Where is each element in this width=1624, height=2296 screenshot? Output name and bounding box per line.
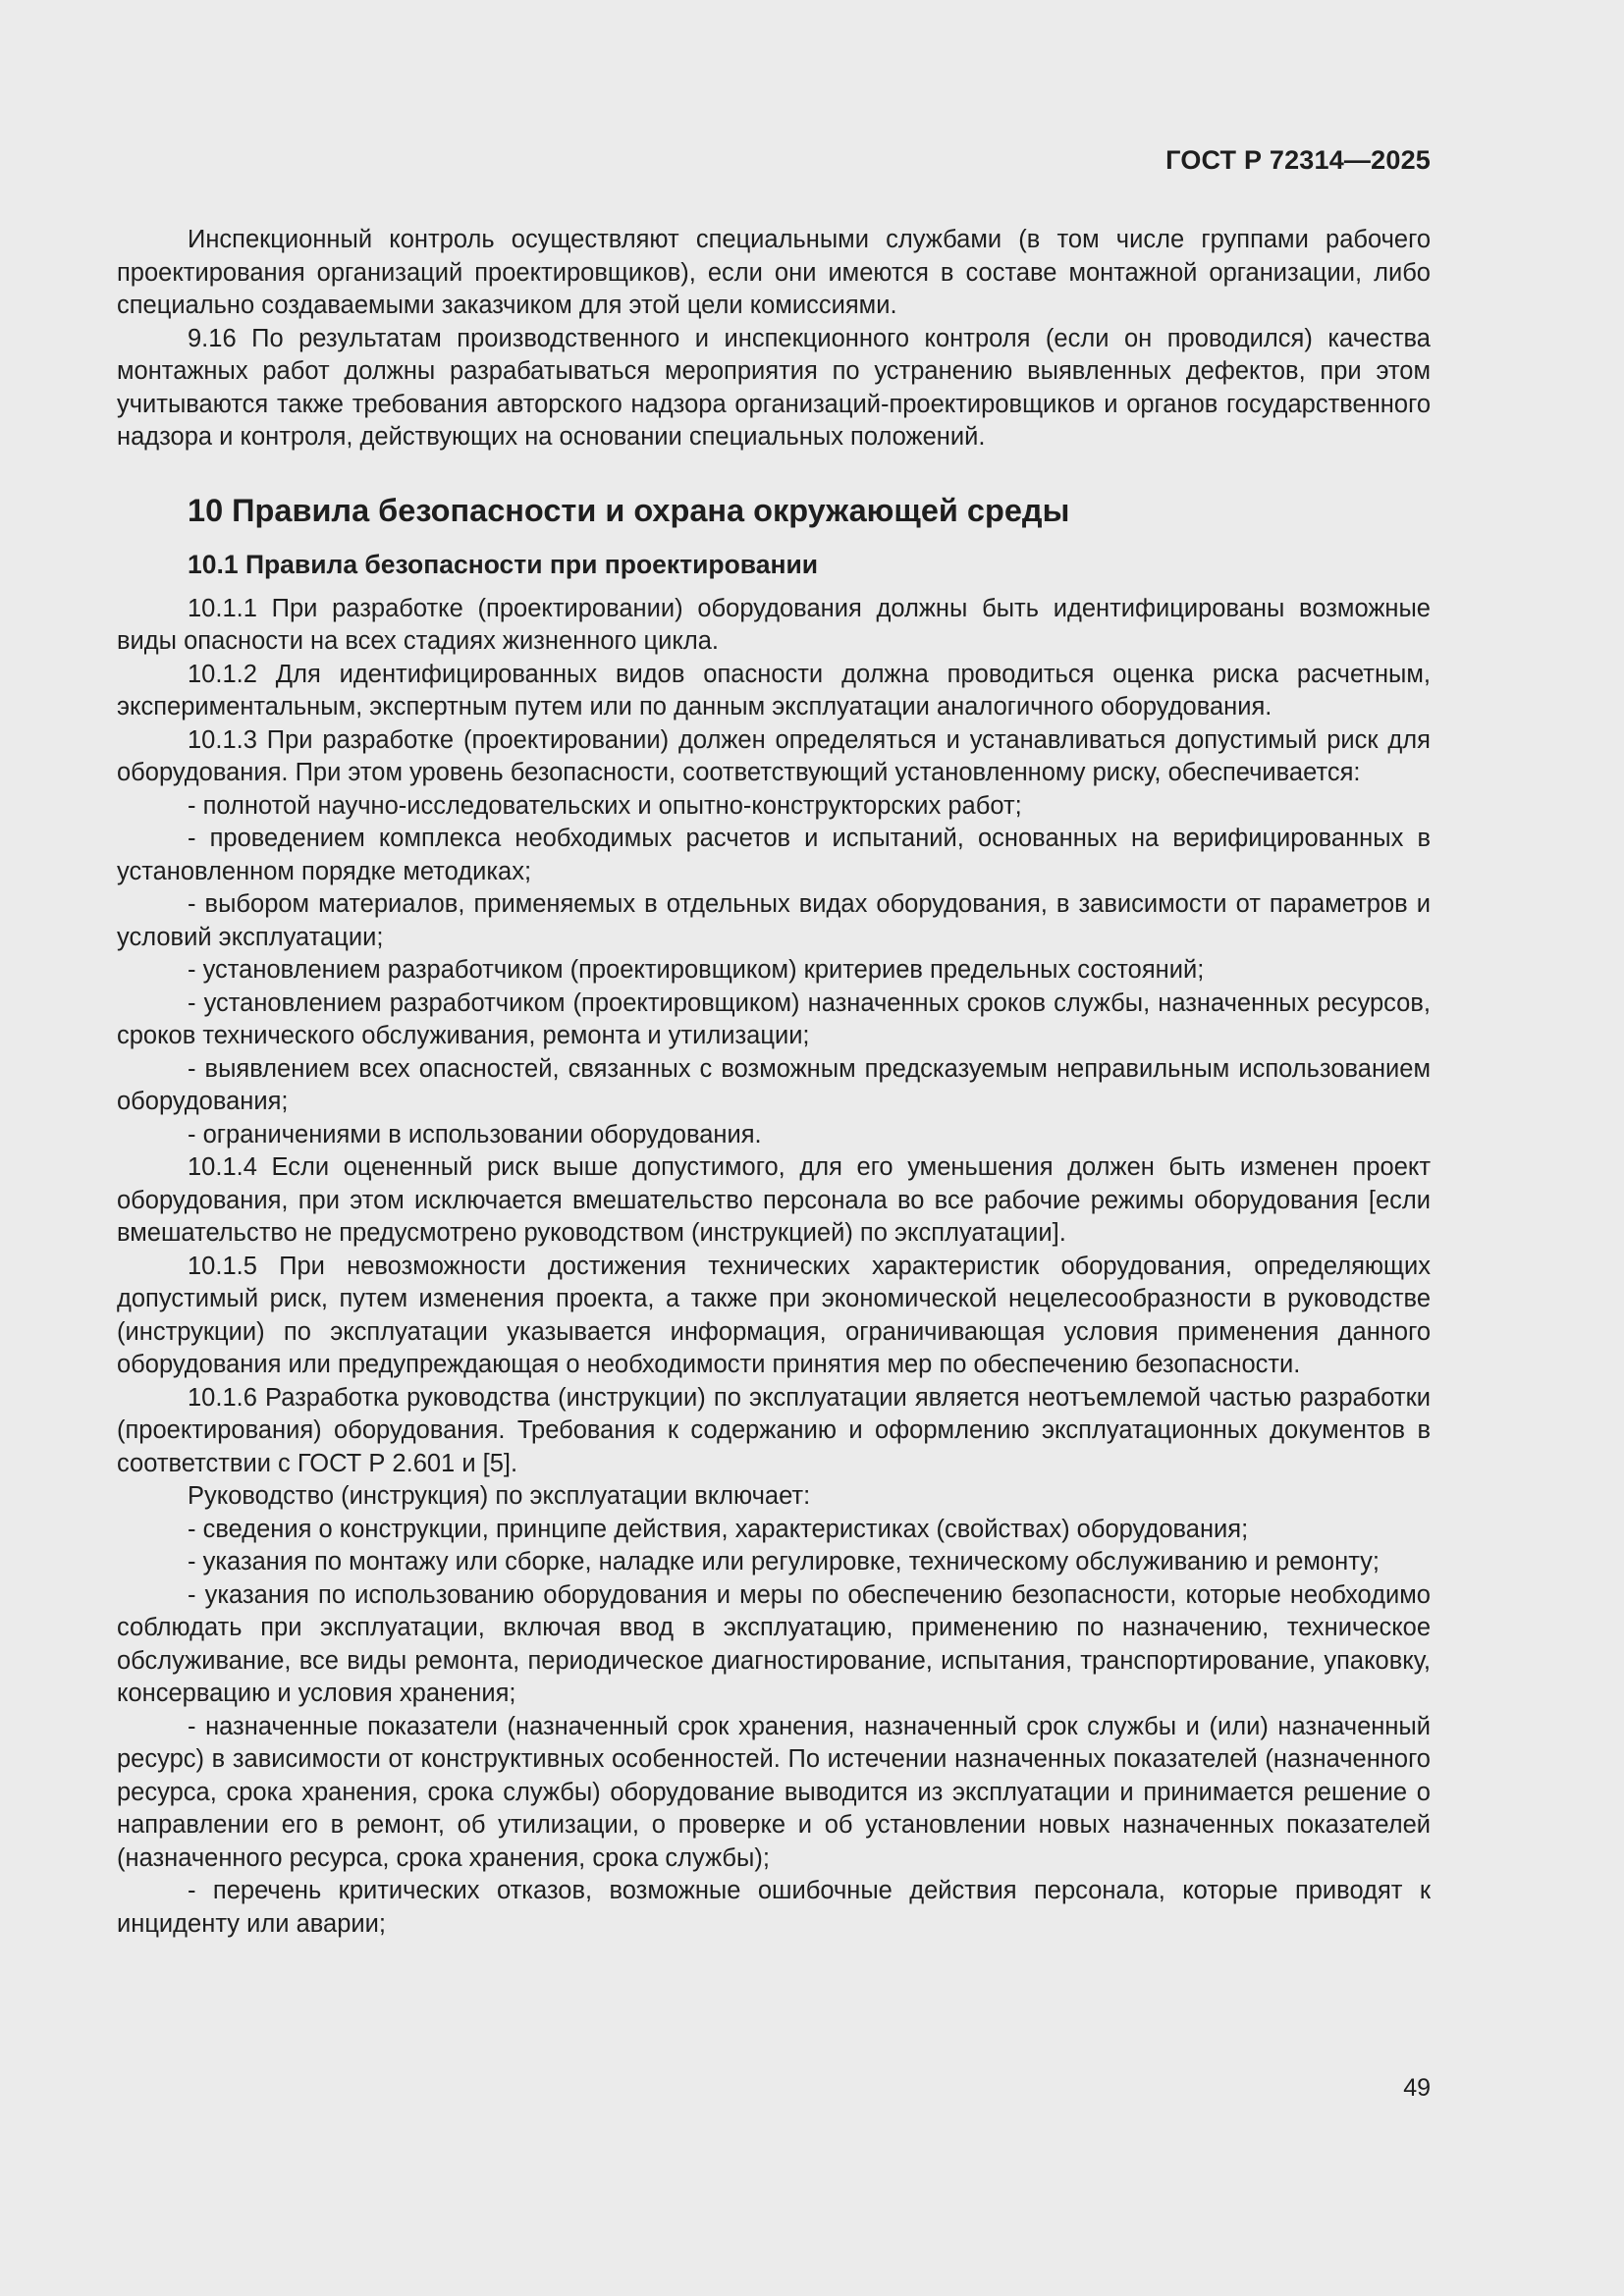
list-item: - указания по монтажу или сборке, наладке или регулировке, техническому обслуживанию и ремонту; bbox=[188, 1548, 1380, 1575]
paragraph: Руководство (инструкция) по эксплуатации включает: bbox=[188, 1482, 811, 1510]
list-item: - ограничениями в использовании оборудования. bbox=[188, 1120, 762, 1148]
clause-paragraph: 10.1.1 При разработке (проектировании) оборудования должны быть идентифицированы возможные виды опасности на всех стадиях жизненного цикла. bbox=[117, 594, 1431, 655]
list-item: - выбором материалов, применяемых в отдельных видах оборудования, в зависимости от параметров и условий эксплуатации; bbox=[117, 890, 1431, 951]
paragraph: 9.16 По результатам производственного и инспекционного контроля (если он проводился) качества монтажных работ должны разрабатываться мероприятия по устранению выявленных дефектов, при этом учитываются также требования авторского надзора организаций-проектировщиков и органов государственного надзора и контроля, действующих на основании специальных положений. bbox=[117, 324, 1431, 451]
list-item: - полнотой научно-исследовательских и опытно-конструкторских работ; bbox=[188, 791, 1022, 820]
document-code: ГОСТ Р 72314—2025 bbox=[1165, 145, 1431, 175]
page-number: 49 bbox=[1403, 2074, 1431, 2102]
subsection-heading: 10.1 Правила безопасности при проектировании bbox=[188, 549, 819, 579]
section-heading: 10 Правила безопасности и охрана окружающей среды bbox=[188, 492, 1070, 528]
list-item: - установлением разработчиком (проектировщиком) критериев предельных состояний; bbox=[188, 956, 1205, 984]
list-item: - проведением комплекса необходимых расчетов и испытаний, основанных на верифицированных в установленном порядке методиках; bbox=[117, 825, 1431, 885]
list-item: - указания по использованию оборудования и меры по обеспечению безопасности, которые необходимо соблюдать при эксплуатации, включая ввод в эксплуатацию, применению по назначению, техническое обслуживание, все виды ремонта, периодическое диагностирование, испытания, транспортирование, упаковку, консервацию и условия хранения; bbox=[117, 1580, 1431, 1707]
clause-paragraph: 10.1.4 Если оцененный риск выше допустимого, для его уменьшения должен быть изменен проект оборудования, при этом исключается вмешательство персонала во все рабочие режимы оборудования [если вмешательство не предусмотрено руководством (инструкцией) по эксплуатации]. bbox=[117, 1153, 1431, 1247]
list-item: - назначенные показатели (назначенный срок хранения, назначенный срок службы и (или) назначенный ресурс) в зависимости от конструктивных особенностей. По истечении назначенных показателей (назначенного ресурса, срока хранения, срока службы) оборудование выводится из эксплуатации и принимается решение о направлении его в ремонт, об утилизации, о проверке и об установлении новых назначенных показателей (назначенного ресурса, срока хранения, срока службы); bbox=[117, 1712, 1431, 1872]
clause-paragraph: 10.1.2 Для идентифицированных видов опасности должна проводиться оценка риска расчетным, экспериментальным, экспертным путем или по данным эксплуатации аналогичного оборудования. bbox=[117, 660, 1431, 721]
clause-paragraph: 10.1.6 Разработка руководства (инструкции) по эксплуатации является неотъемлемой частью разработки (проектирования) оборудования. Требования к содержанию и оформлению эксплуатационных документов в соответствии с ГОСТ Р 2.601 и [5]. bbox=[117, 1383, 1431, 1477]
list-item: - выявлением всех опасностей, связанных с возможным предсказуемым неправильным использованием оборудования; bbox=[117, 1054, 1431, 1115]
paragraph: Инспекционный контроль осуществляют специальными службами (в том числе группами рабочего проектирования организаций проектировщиков), если они имеются в составе монтажной организации, либо специально создаваемыми заказчиком для этой цели комиссиями. bbox=[117, 226, 1431, 319]
list-item: - установлением разработчиком (проектировщиком) назначенных сроков службы, назначенных ресурсов, сроков технического обслуживания, ремонта и утилизации; bbox=[117, 988, 1431, 1049]
clause-paragraph: 10.1.5 При невозможности достижения технических характеристик оборудования, определяющих допустимый риск, путем изменения проекта, а также при экономической нецелесообразности в руководстве (инструкции) по эксплуатации указывается информация, ограничивающая условия применения данного оборудования или предупреждающая о необходимости принятия мер по обеспечению безопасности. bbox=[117, 1252, 1431, 1378]
page-content bbox=[117, 224, 1431, 1941]
list-item: - перечень критических отказов, возможные ошибочные действия персонала, которые приводят к инциденту или аварии; bbox=[117, 1877, 1431, 1938]
list-item: - сведения о конструкции, принципе действия, характеристиках (свойствах) оборудования; bbox=[188, 1515, 1249, 1543]
clause-paragraph: 10.1.3 При разработке (проектировании) должен определяться и устанавливаться допустимый риск для оборудования. При этом уровень безопасности, соответствующий установленному риску, обеспечивается: bbox=[117, 725, 1431, 786]
